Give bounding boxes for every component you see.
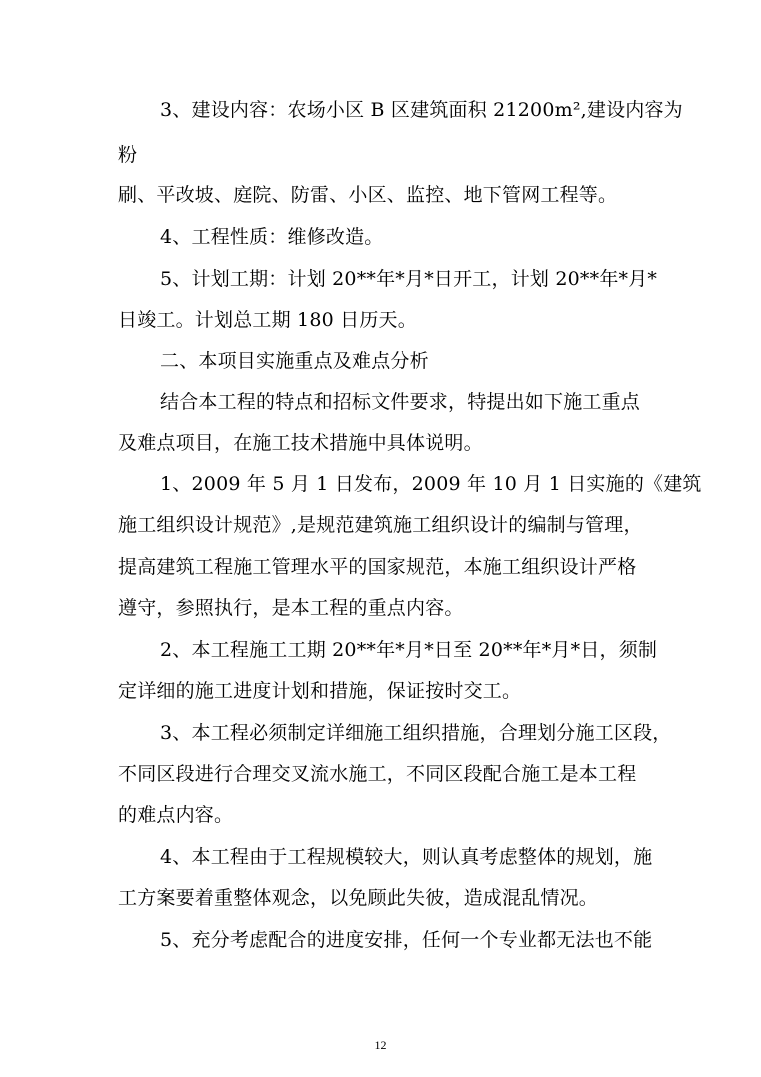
- text-line: 日竣工。计划总工期 180 日历天。: [118, 309, 417, 331]
- text-line: 遵守，参照执行，是本工程的重点内容。: [118, 597, 464, 619]
- text-line: 工方案要着重整体观念，以免顾此失彼，造成混乱情况。: [118, 887, 599, 909]
- text-line: 4、工程性质：维修改造。: [160, 226, 384, 248]
- text-line: 3、建设内容：农场小区 B 区建筑面积 21200m²,建设内容为: [160, 99, 683, 121]
- section-heading: 二、本项目实施重点及难点分析: [160, 350, 429, 372]
- text-line: 2、本工程施工工期 20**年*月*日至 20**年*月*日，须制: [160, 639, 658, 661]
- text-line: 4、本工程由于工程规模较大，则认真考虑整体的规划，施: [160, 846, 653, 868]
- text-line: 5、计划工期：计划 20**年*月*日开工，计划 20**年*月*: [160, 268, 658, 290]
- text-line: 的难点内容。: [118, 804, 234, 826]
- page-number: 12: [374, 1038, 387, 1052]
- text-line: 及难点项目，在施工技术措施中具体说明。: [118, 432, 483, 454]
- text-line: 提高建筑工程施工管理水平的国家规范，本施工组织设计严格: [118, 556, 637, 578]
- text-line: 粉: [118, 144, 138, 166]
- text-line: 3、本工程必须制定详细施工组织措施，合理划分施工区段，: [160, 722, 672, 744]
- text-line: 定详细的施工进度计划和措施，保证按时交工。: [118, 680, 522, 702]
- text-line: 5、充分考虑配合的进度安排，任何一个专业都无法也不能: [160, 929, 653, 951]
- text-line: 结合本工程的特点和招标文件要求，特提出如下施工重点: [160, 391, 641, 413]
- text-line: 刷、平改坡、庭院、防雷、小区、监控、地下管网工程等。: [118, 184, 618, 206]
- text-line: 施工组织设计规范》,是规范建筑施工组织设计的编制与管理，: [118, 514, 643, 536]
- text-line: 不同区段进行合理交叉流水施工，不同区段配合施工是本工程: [118, 763, 637, 785]
- text-line: 1、2009 年 5 月 1 日发布，2009 年 10 月 1 日实施的《建筑: [160, 473, 702, 495]
